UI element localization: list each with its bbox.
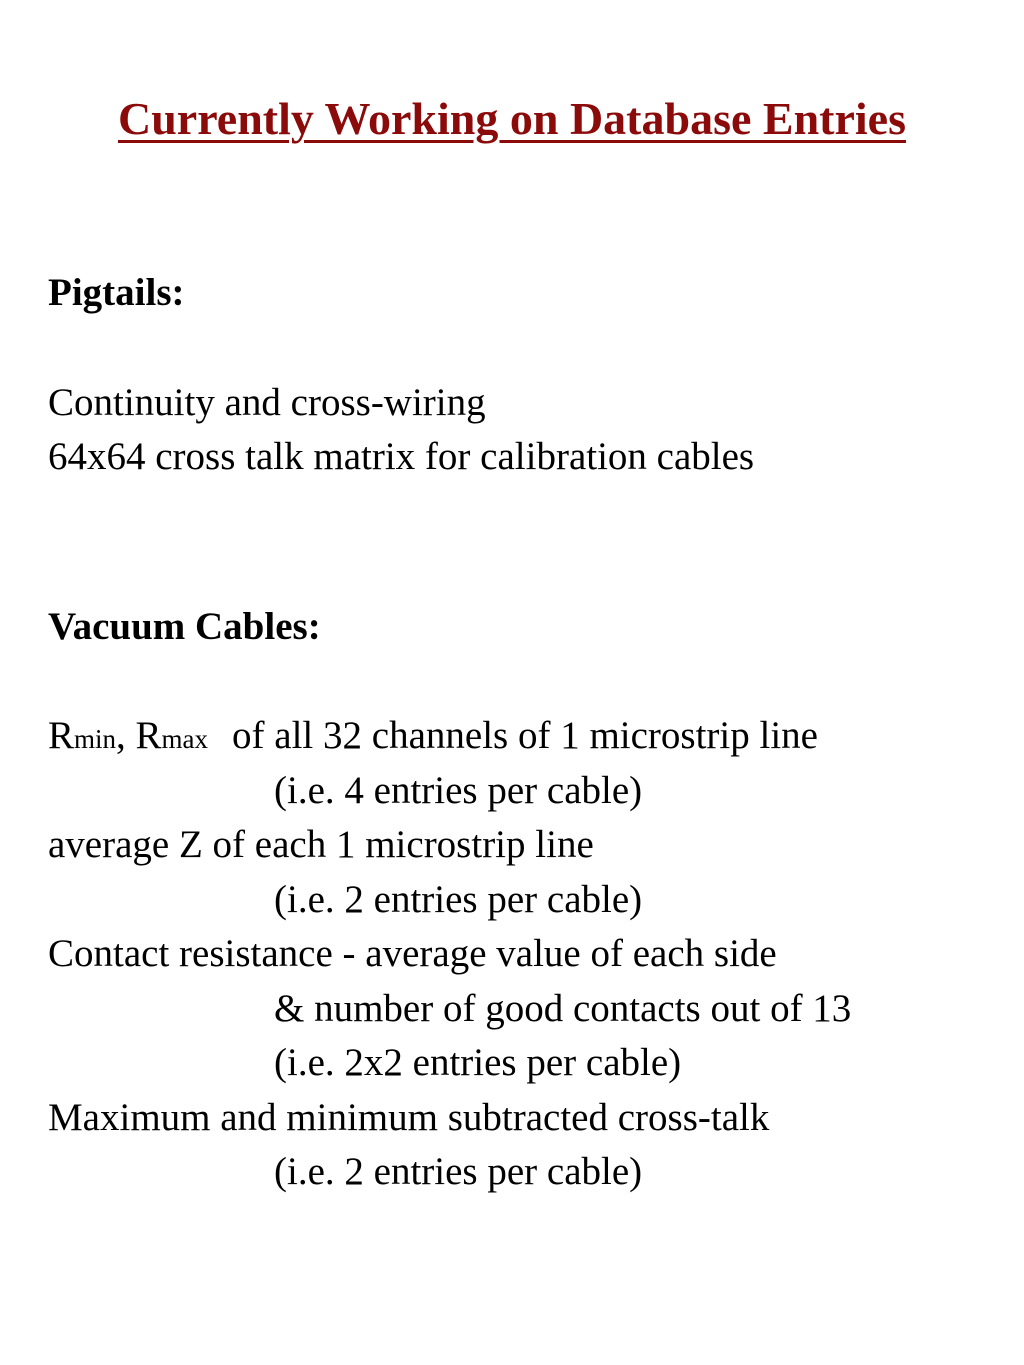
- r-min-symbol: R: [48, 714, 75, 757]
- r-max-subscript: max: [161, 724, 209, 754]
- r-entries-note: (i.e. 4 entries per cable): [274, 769, 643, 812]
- contact-resistance-line: Contact resistance - average value of each side: [48, 932, 777, 975]
- pigtails-item-continuity: Continuity and cross-wiring: [48, 381, 486, 424]
- good-contacts-line: & number of good contacts out of 13: [274, 987, 852, 1030]
- vacuum-r-line: [48, 713, 818, 762]
- contact-entries-note: (i.e. 2x2 entries per cable): [274, 1041, 682, 1084]
- average-z-line: average Z of each 1 microstrip line: [48, 823, 594, 866]
- crosstalk-entries-note: (i.e. 2 entries per cable): [274, 1150, 643, 1193]
- z-entries-note: (i.e. 2 entries per cable): [274, 878, 643, 921]
- slide-title: Currently Working on Database Entries: [117, 93, 907, 144]
- r-max-symbol: R: [135, 714, 162, 757]
- pigtails-item-crosstalk-matrix: 64x64 cross talk matrix for calibration cables: [48, 435, 755, 478]
- r-min-subscript: min: [74, 724, 117, 754]
- vacuum-cables-heading: Vacuum Cables:: [48, 605, 321, 648]
- r-description: of all 32 channels of 1 microstrip line: [232, 714, 818, 757]
- pigtails-heading: Pigtails:: [48, 271, 185, 314]
- r-separator: ,: [116, 714, 136, 757]
- crosstalk-line: Maximum and minimum subtracted cross-talk: [48, 1096, 770, 1139]
